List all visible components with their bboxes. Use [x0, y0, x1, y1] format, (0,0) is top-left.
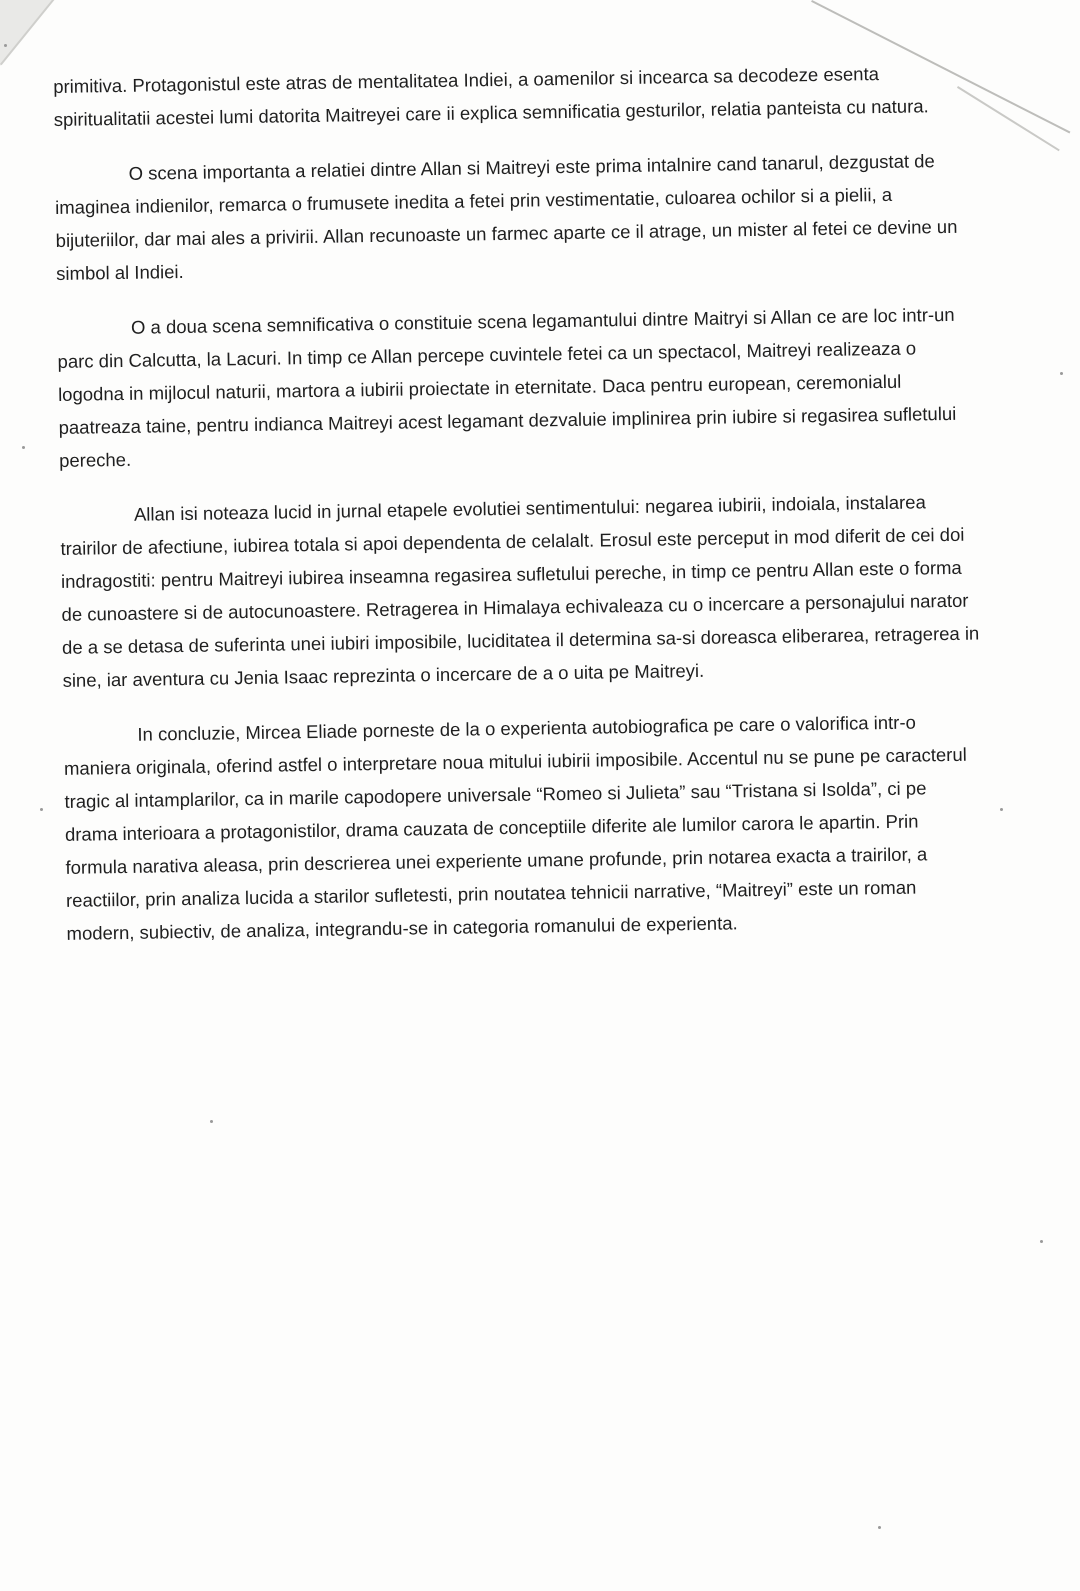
scan-speck: [1000, 808, 1003, 811]
scan-speck: [210, 1120, 213, 1123]
paragraph-first-meeting: O scena importanta a relatiei dintre Allan si Maitreyi este prima intalnire cand tanarul, dezgustat de imaginea indienilor, remarca o frumusete inedita a fetei prin vestimentatie, culoarea ochilor si a pielii, a bijuteriilor, dar mai ales a privirii. Allan recunoaste un farmec aparte ce il atrage, un mister al fetei ce devine un simbol al Indiei.: [54, 150, 958, 284]
paragraph-intro-continuation: primitiva. Protagonistul este atras de mentalitatea Indiei, a oamenilor si incearca sa decodeze esenta spiritualitatii acestei lumi datorita Maitreyei care ii explica semnificatia gesturilor, relatia panteista cu natura.: [53, 63, 929, 130]
paragraph-vow-scene: O a doua scena semnificativa o constituie scena legamantului dintre Maitryi si Allan ce are loc intr-un parc din Calcutta, la Lacuri. In timp ce Allan percepe cuvintele fetei ca un spectacol, Maitreyi realizeaza o logodna in mijlocul naturii, martora a iubirii proiectate in eternitate. Daca pentru european, ceremonialul paatreaza taine, pentru indianca Maitreyi acest legamant dezvaluie implinirea prin iubire si regasirea sufletului pereche.: [57, 303, 957, 471]
scan-speck: [878, 1526, 881, 1529]
scan-speck: [1060, 372, 1063, 375]
paragraph-journal: Allan isi noteaza lucid in jurnal etapele evolutiei sentimentului: negarea iubirii, indoiala, instalarea trairilor de afectiune, iubirea totala si apoi dependenta de celalalt. Erosul este perceput in mod diferit de cei doi indragostiti: pentru Maitreyi iubirea inseamna regasirea sufletului pereche, in timp ce pentru Allan este o forma de cunoastere si de autocunoastere. Retragerea in Himalaya echivaleaza cu o incercare a personajului narator de a se detasa de suferinta unei iubiri imposibile, luciditatea il determina sa-si doreasca eliberarea, retragerea in sine, iar aventura cu Jenia Isaac reprezinta o incercare de a o uita pe Maitreyi.: [60, 491, 980, 691]
scan-speck: [22, 446, 25, 449]
paragraph-conclusion: In concluzie, Mircea Eliade porneste de la o experienta autobiografica pe care o valorifica intr-o maniera originala, oferind astfel o interpretare noua mitului iubirii imposibile. Accentul nu se pune pe caracterul tragic al intamplarilor, ca in marile capodopere universale “Romeo si Julieta” sau “Tristana si Isolda”, ci pe drama interioara a protagonistilor, drama cauzata de conceptiile diferite ale lumilor carora le apartin. Prin formula narativa aleasa, prin descrierea unei experiente umane profunde, prin notarea exacta a trairilor, a reactiilor, prin analiza lucida a starilor sufletesti, prin noutatea tehnicii narrative, “Maitreyi” este un roman modern, subiectiv, de analiza, integrandu-se in categoria romanului de experienta.: [63, 711, 967, 944]
document-body: [53, 56, 985, 972]
scan-speck: [4, 44, 7, 47]
scan-speck: [1040, 1240, 1043, 1243]
scan-speck: [40, 808, 43, 811]
